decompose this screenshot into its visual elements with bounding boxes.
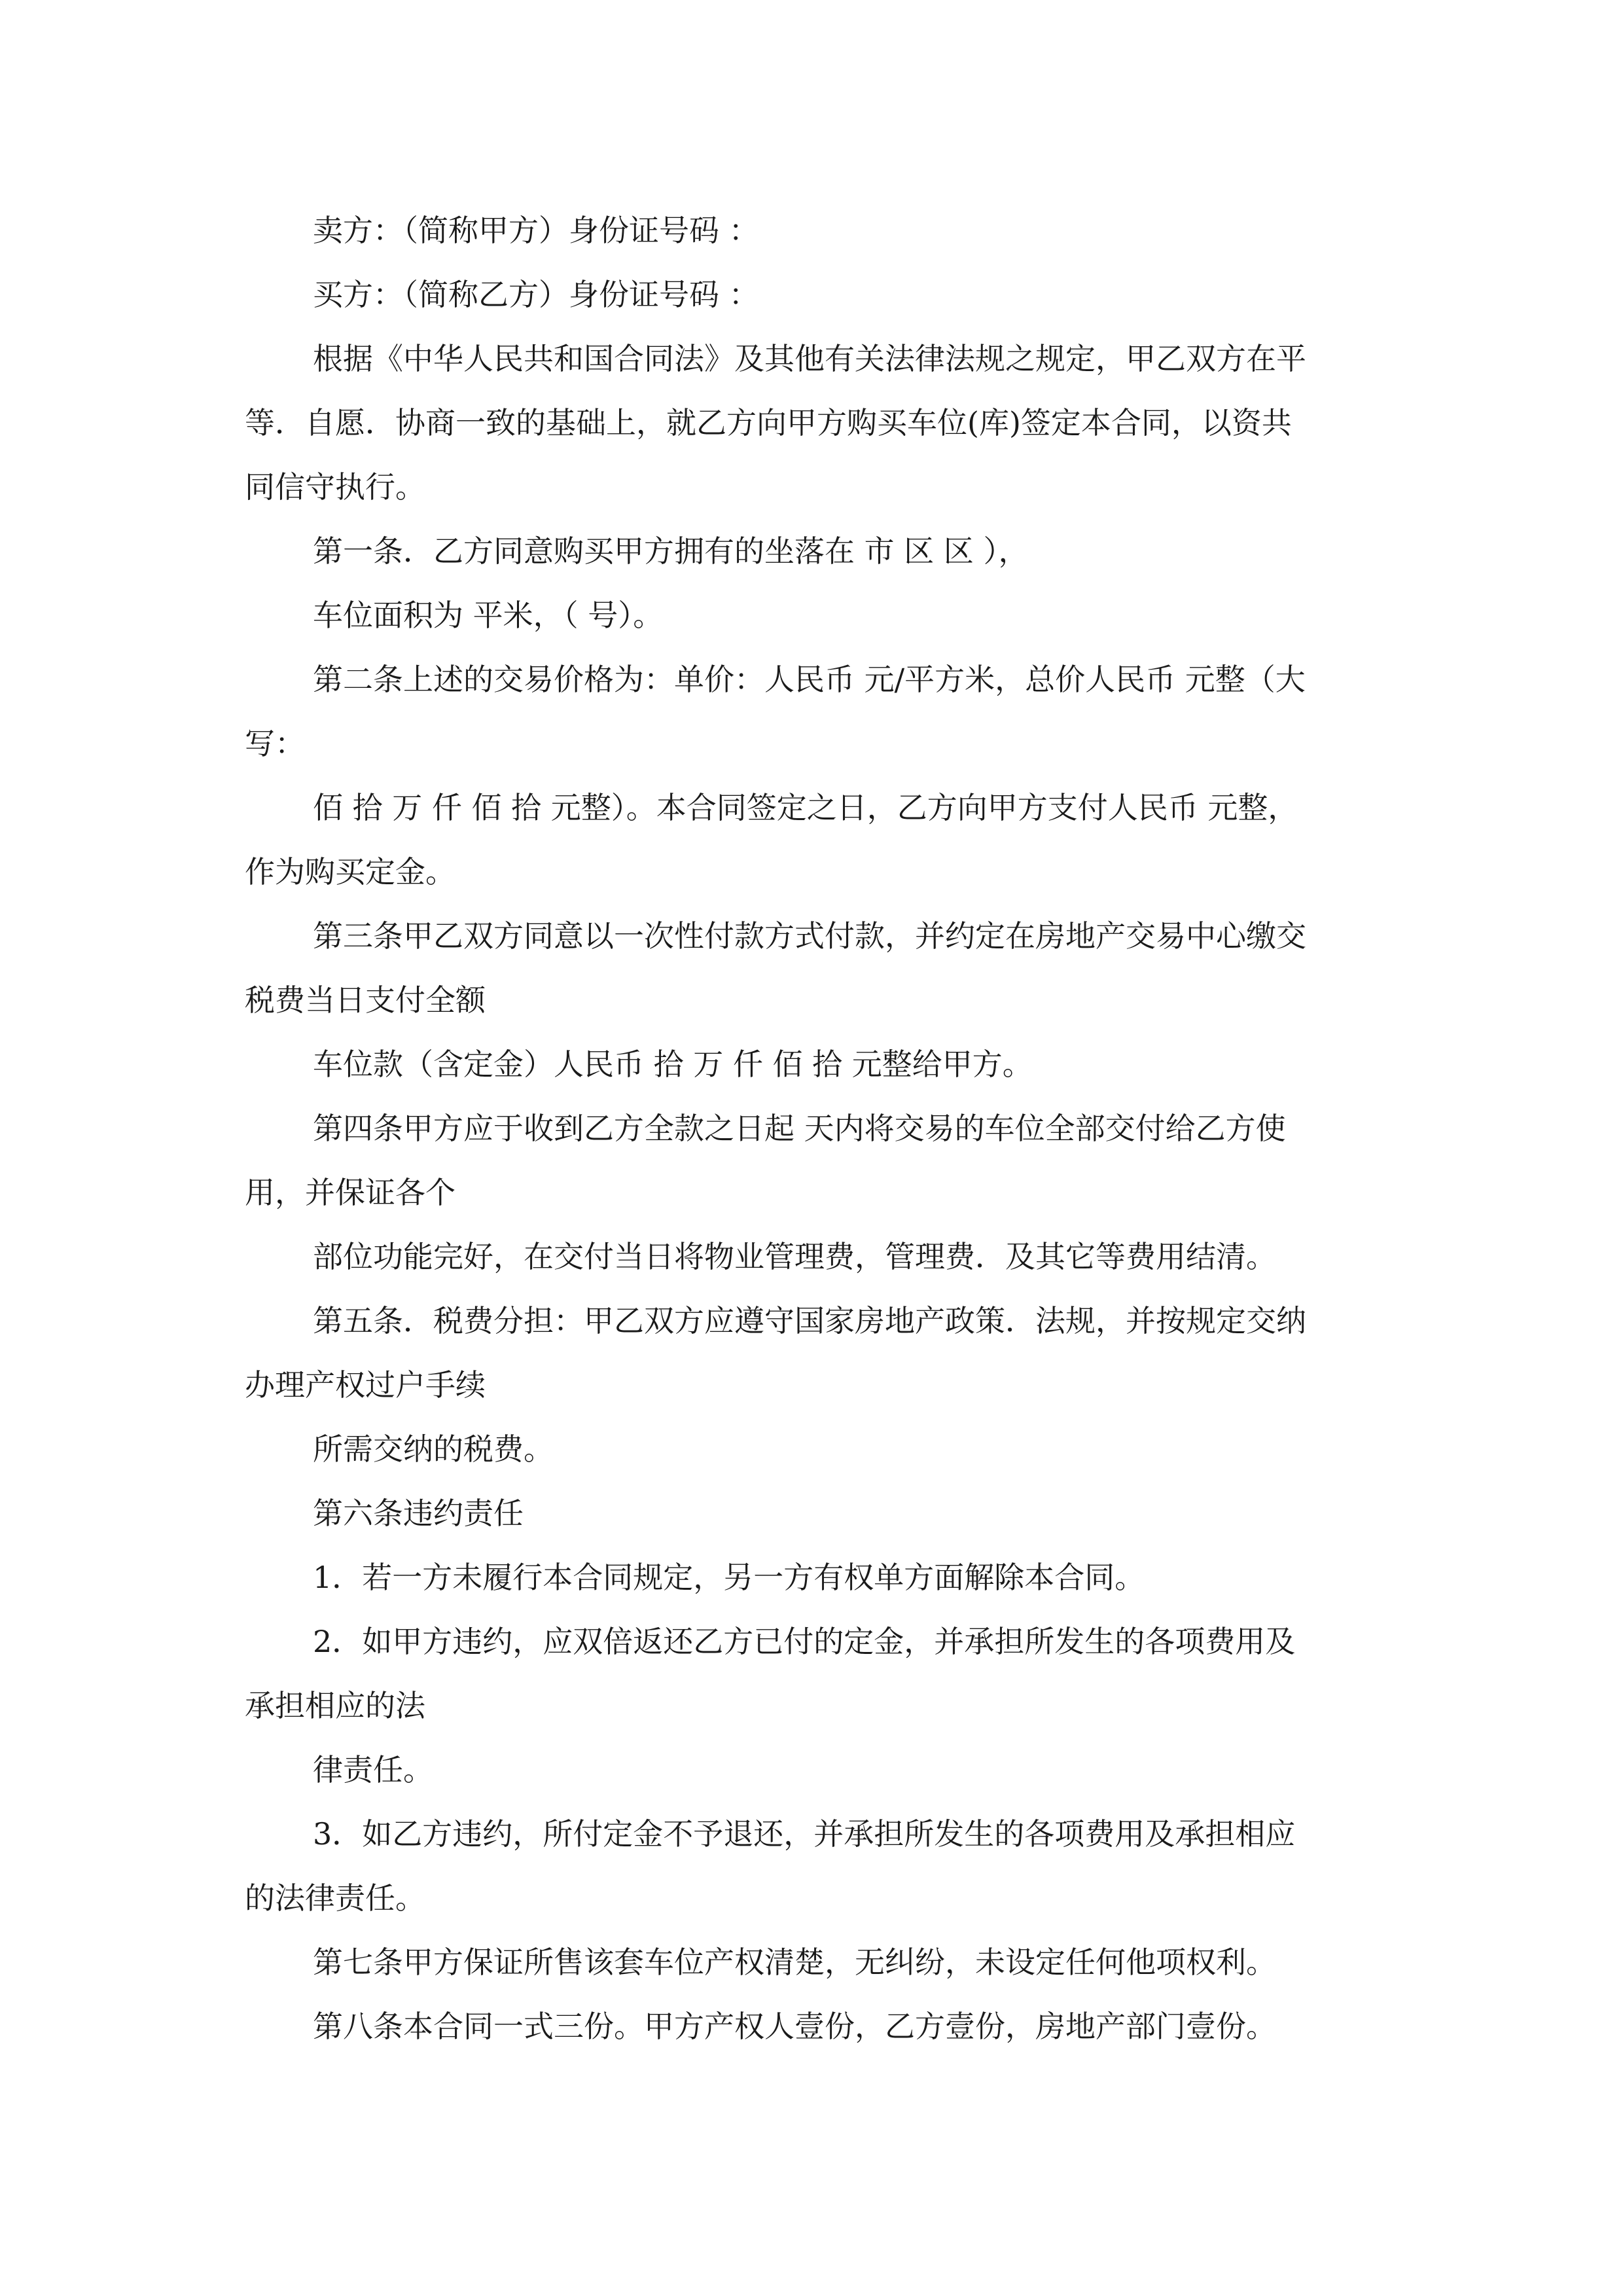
paragraph-breach-1 <box>245 1545 1383 1609</box>
text-line: 佰 拾 万 仟 佰 拾 元整）。本合同签定之日，乙方向甲方支付人民币 元整， <box>313 790 1298 825</box>
paragraph-article-1 <box>245 519 1383 583</box>
text-line: 2．如甲方违约，应双倍返还乙方已付的定金，并承担所发生的各项费用及 <box>313 1624 1296 1659</box>
text-line: 第三条甲乙双方同意以一次性付款方式付款，并约定在房地产交易中心缴交 <box>313 918 1306 954</box>
paragraph-handover <box>245 1225 1383 1289</box>
paragraph-article-3 <box>245 904 1383 1032</box>
text-line: 根据《中华人民共和国合同法》及其他有关法律法规之规定，甲乙双方在平 <box>313 341 1306 376</box>
text-line: 同信守执行。 <box>245 469 425 505</box>
text-line: 第五条．税费分担：甲乙双方应遵守国家房地产政策．法规，并按规定交纳 <box>313 1303 1306 1338</box>
paragraph-legal-liability <box>245 1738 1383 1802</box>
paragraph-article-4 <box>245 1096 1383 1225</box>
text-line: 第六条违约责任 <box>313 1496 524 1531</box>
text-line: 等．自愿．协商一致的基础上，就乙方向甲方购买车位(库)签定本合同，以资共 <box>245 405 1292 440</box>
paragraph-article-7 <box>245 1930 1383 1994</box>
text-line: 卖方：（简称甲方）身份证号码 ： <box>313 213 759 248</box>
paragraph-breach-2 <box>245 1609 1383 1738</box>
text-line: 部位功能完好，在交付当日将物业管理费，管理费．及其它等费用结清。 <box>313 1239 1276 1274</box>
text-line: 第一条．乙方同意购买甲方拥有的坐落在 市 区 区 ）， <box>313 533 1029 569</box>
paragraph-buyer <box>245 262 1383 327</box>
text-line: 第七条甲方保证所售该套车位产权清楚，无纠纷，未设定任何他项权利。 <box>313 1945 1276 1980</box>
paragraph-article-2 <box>245 647 1383 776</box>
text-line: 车位款（含定金）人民币 拾 万 仟 佰 拾 元整给甲方。 <box>313 1047 1033 1082</box>
text-line: 第二条上述的交易价格为：单价：人民币 元/平方米，总价人民币 元整（大 <box>313 662 1306 697</box>
text-line: 第四条甲方应于收到乙方全款之日起 天内将交易的车位全部交付给乙方使 <box>313 1111 1286 1146</box>
text-line: 作为购买定金。 <box>245 854 455 889</box>
paragraph-preamble <box>245 327 1383 519</box>
text-line: 的法律责任。 <box>245 1880 425 1916</box>
text-line: 第八条本合同一式三份。甲方产权人壹份，乙方壹份，房地产部门壹份。 <box>313 2009 1276 2044</box>
text-line: 税费当日支付全额 <box>245 982 486 1018</box>
text-line: 办理产权过户手续 <box>245 1367 486 1403</box>
paragraph-payment-total <box>245 1032 1383 1096</box>
paragraph-article-5 <box>245 1289 1383 1417</box>
text-line: 1．若一方未履行本合同规定，另一方有权单方面解除本合同。 <box>313 1560 1145 1595</box>
paragraph-article-6 <box>245 1481 1383 1545</box>
text-line: 所需交纳的税费。 <box>313 1431 554 1467</box>
paragraph-seller <box>245 198 1383 262</box>
text-line: 律责任。 <box>313 1752 433 1787</box>
paragraph-breach-3 <box>245 1802 1383 1930</box>
text-line: 3．如乙方违约，所付定金不予退还，并承担所发生的各项费用及承担相应 <box>313 1816 1296 1852</box>
paragraph-article-8 <box>245 1994 1383 2058</box>
paragraph-taxes <box>245 1417 1383 1481</box>
text-line: 写： <box>245 726 305 761</box>
text-line: 买方：（简称乙方）身份证号码 ： <box>313 277 759 312</box>
text-line: 用，并保证各个 <box>245 1175 455 1210</box>
paragraph-deposit <box>245 776 1383 904</box>
text-line: 承担相应的法 <box>245 1688 425 1723</box>
paragraph-parking-area <box>245 583 1383 647</box>
text-line: 车位面积为 平米，（ 号）。 <box>313 598 664 633</box>
